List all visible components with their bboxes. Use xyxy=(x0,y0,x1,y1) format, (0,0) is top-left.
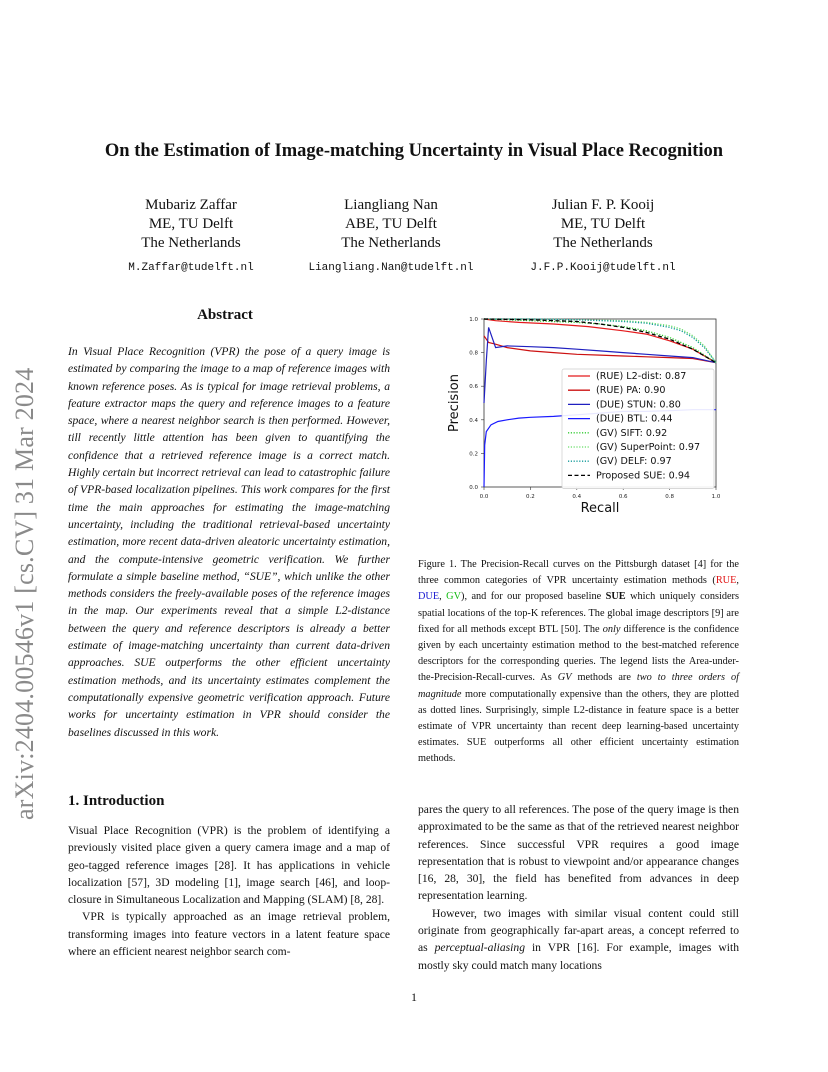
abstract-heading: Abstract xyxy=(197,307,253,323)
caption-rue: RUE xyxy=(715,575,737,587)
x-tick-label: 0.0 xyxy=(479,494,489,500)
caption-text: Figure 1. The Precision-Recall curves on the Pittsburgh dataset [4] for the three common categories of VPR uncertainty estimation methods ( xyxy=(418,559,739,587)
legend-label-4: (DUE) BTL: 0.44 xyxy=(596,413,673,425)
x-tick-label: 0.6 xyxy=(618,494,628,500)
section-heading-introduction: 1. Introduction xyxy=(68,793,165,809)
y-tick-label: 1.0 xyxy=(469,317,478,323)
caption-sue: SUE xyxy=(605,591,626,603)
caption-orders: two to three orders of magnitude xyxy=(418,672,739,700)
author-affiliation: ABE, TU Delft xyxy=(345,216,437,232)
caption-only: only xyxy=(602,623,621,635)
x-tick-label: 1.0 xyxy=(711,494,720,500)
author-3 xyxy=(483,196,723,278)
caption-text: , xyxy=(439,591,447,603)
caption-text: , xyxy=(736,575,739,587)
figure-caption xyxy=(418,557,739,768)
author-email: M.Zaffar@tudelft.nl xyxy=(128,262,254,274)
series-line-2 xyxy=(484,336,716,363)
y-tick-label: 0.4 xyxy=(469,417,478,424)
x-tick-label: 0.8 xyxy=(665,494,674,500)
series-line-7 xyxy=(484,319,716,363)
legend-label-7: (GV) DELF: 0.97 xyxy=(596,456,672,468)
series-line-6 xyxy=(484,319,716,363)
author-email: Liangliang.Nan@tudelft.nl xyxy=(308,262,474,274)
author-name: Liangliang Nan xyxy=(344,197,438,213)
caption-gv-italic: GV xyxy=(557,672,572,684)
caption-due: DUE xyxy=(418,591,440,603)
author-affiliation: ME, TU Delft xyxy=(148,216,234,232)
y-tick-label: 0.6 xyxy=(469,384,478,391)
series-line-5 xyxy=(484,319,716,363)
series-line-8 xyxy=(484,319,716,363)
paragraph: VPR is typically approached as an image retrieval problem, transforming images into feature vectors in a latent feature space where an efficient nearest neighbor search com- xyxy=(68,910,390,959)
x-tick-label: 0.4 xyxy=(572,494,582,500)
arxiv-stamp: arXiv:2404.00546v1 [cs.CV] 31 Mar 2024 xyxy=(10,367,39,820)
paper-title: On the Estimation of Image-matching Uncertainty in Visual Place Recognition xyxy=(104,141,724,161)
author-country: The Netherlands xyxy=(341,235,441,251)
legend-label-6: (GV) SuperPoint: 0.97 xyxy=(596,442,701,453)
series-line-1 xyxy=(484,319,716,363)
legend-label-5: (GV) SIFT: 0.92 xyxy=(596,427,668,439)
y-tick-label: 0.8 xyxy=(469,350,478,357)
author-affiliation: ME, TU Delft xyxy=(560,216,646,232)
x-axis-label: Recall xyxy=(580,501,620,516)
paragraph: pares the query to all references. The pose of the query image is then approximated to be the same as that of the retrieved nearest neighbor references. Since successful VPR requires a good image representation that is robust to viewpoint and/or appearance changes [16, 28, 30], the field has benefited from advances in deep representation learning. xyxy=(418,803,739,903)
legend-label-1: (RUE) L2-dist: 0.87 xyxy=(596,371,687,382)
author-country: The Netherlands xyxy=(141,235,241,251)
caption-text: more computationally expensive than the others, they are plotted as dotted lines. Surprisingly, simple L2-distance in feature space is a better estimate of VPR uncertainty than recent deep learning-based uncertainty estimates. SUE outperforms all other efficient uncertainty estimation methods. xyxy=(418,688,739,765)
paragraph: However, two images with similar visual content could still originate from geographically far-apart areas, a concept referred to as perceptual-aliasing in VPR [16]. For example, images with mostly sky could match many locations xyxy=(418,906,740,972)
legend-label-2: (RUE) PA: 0.90 xyxy=(596,385,666,397)
caption-text: which uniquely considers spatial locations of the top-K references. The global image descriptors [9] are fixed for all methods except BTL [50]. The xyxy=(418,591,739,635)
legend-label-8: Proposed SUE: 0.94 xyxy=(596,470,691,482)
intro-left-column xyxy=(68,822,390,960)
italic-term: perceptual-aliasing xyxy=(434,941,525,955)
y-axis-label: Precision xyxy=(447,373,462,433)
y-tick-label: 0.2 xyxy=(469,451,478,458)
legend-label-3: (DUE) STUN: 0.80 xyxy=(596,399,681,411)
precision-recall-chart xyxy=(420,305,720,530)
author-email: J.F.P.Kooij@tudelft.nl xyxy=(530,262,676,274)
caption-gv: GV xyxy=(446,591,462,603)
caption-text: methods are xyxy=(571,672,637,684)
caption-text: difference is the confidence given by each uncertainty estimation method to the best-matched reference descriptors for the corresponding queries. The legend lists the Area-under-the-Precision-Recall-curves. As xyxy=(418,623,739,684)
x-tick-label: 0.2 xyxy=(526,494,535,500)
paragraph: Visual Place Recognition (VPR) is the problem of identifying a previously visited place given a query camera image and a map of geo-tagged reference images [28]. It has applications in vehicle localization [57], 3D modeling [1], image search [46], and loop-closure in Simultaneous Localization and Mapping (SLAM) [8, 28]. xyxy=(68,824,390,907)
intro-right-column xyxy=(418,801,739,974)
author-name: Julian F. P. Kooij xyxy=(551,197,655,213)
y-tick-label: 0.0 xyxy=(469,485,478,491)
author-name: Mubariz Zaffar xyxy=(145,197,237,213)
abstract-text: In Visual Place Recognition (VPR) the pose of a query image is estimated by comparing the image to a map of reference images with known reference poses. As is typical for image retrieval problems, a feature extractor maps the query and reference images to a feature space, where a nearest neighbor search is then performed. However, till recently little attention has been given to quantifying the confidence that a retrieved reference image is a correct match. Highly certain but incorrect retrieval can lead to catastrophic failure of VPR-based localization pipelines. This work compares for the first time the main approaches for estimating the image-matching uncertainty, including the traditional retrieval-based uncertainty estimation, more recent data-driven aleatoric uncertainty estimation, and the compute-intensive geometric verification. We further formulate a simple baseline method, “SUE”, which unlike the other methods considers the freely-available poses of the reference images in the map. Our experiments reveal that a simple L2-distance between the query and reference descriptors is already a better estimate of image-matching uncertainty than current data-driven approaches. SUE outperforms the other efficient uncertainty estimation methods, and its uncertainty estimates complement the computationally expensive geometric verification approach. Future works for uncertainty estimation in VPR should consider the baselines discussed in this work. xyxy=(68,345,390,739)
caption-text: ), and for our proposed baseline xyxy=(461,591,606,603)
author-country: The Netherlands xyxy=(553,235,653,251)
page-number: 1 xyxy=(411,990,417,1004)
author-2 xyxy=(271,196,511,278)
